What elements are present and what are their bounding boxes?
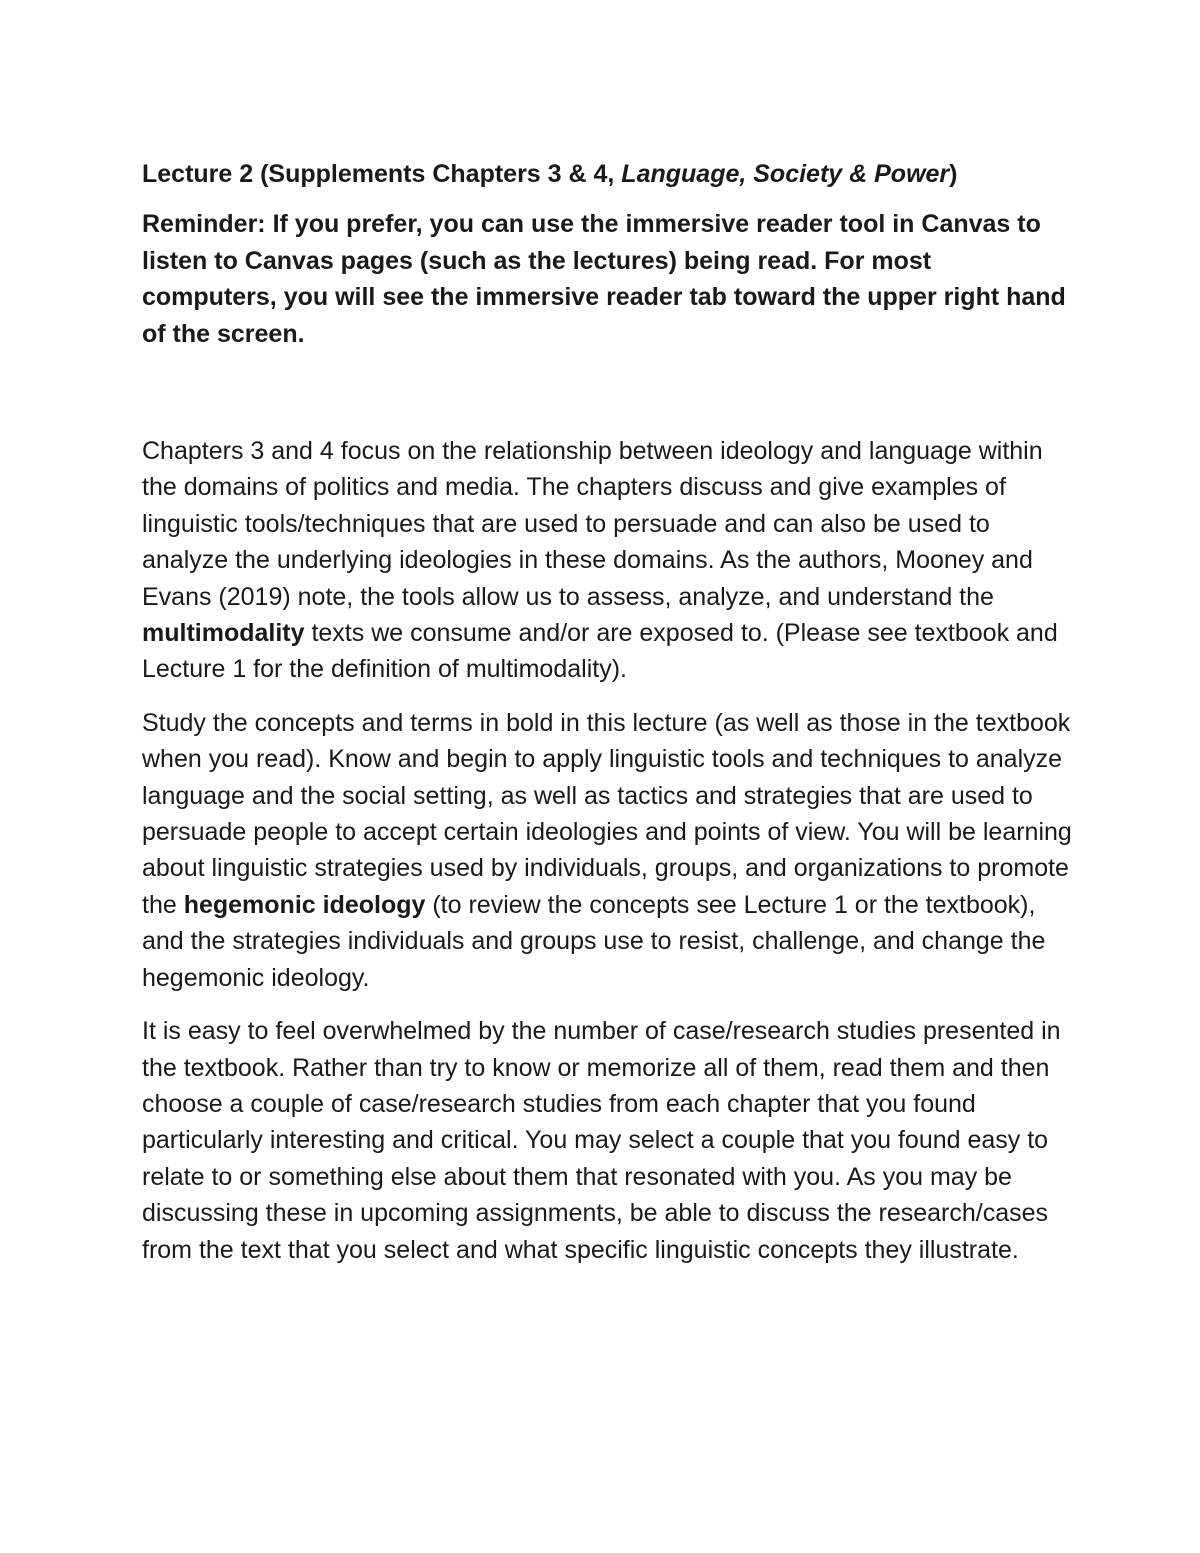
reminder-note: Reminder: If you prefer, you can use the immersive reader tool in Canvas to listen to Canvas pages (such as the lectures) being read. For most computers, you will see the immersive reader tab toward the upper right hand of the screen.: [142, 210, 1066, 348]
lecture-title-prefix: Lecture 2 (Supplements Chapters 3 & 4,: [142, 160, 622, 188]
paragraph-text: (to review the concepts see Lecture 1 or the textbook), and the strategies individuals and groups use to resist, challenge, and change the hegemonic ideology.: [142, 890, 1046, 992]
paragraph-case-studies: It is easy to feel overwhelmed by the number of case/research studies presented in the textbook. Rather than try to know or memorize all of them, read them and then choose a couple of case/research studies from each chapter that you found particularly interesting and critical. You may select a couple that you found easy to relate to or something else about them that resonated with you. As you may be discussing these in upcoming assignments, be able to discuss the research/cases from the text that you select and what specific linguistic concepts they illustrate.: [142, 1017, 1061, 1264]
paragraph-text: Chapters 3 and 4 focus on the relationship between ideology and language within the domains of politics and media. The chapters discuss and give examples of linguistic tools/techniques that are used to persuade and can also be used to analyze the underlying ideologies in these domains. As the authors, Mooney and Evans (2019) note, the tools allow us to assess, analyze, and understand the: [142, 437, 1043, 611]
bold-term-multimodality: multimodality: [142, 619, 305, 648]
bold-term-hegemonic-ideology: hegemonic ideology: [183, 890, 426, 919]
paragraph-ideology-language: [142, 433, 1072, 688]
lecture-title-suffix: ): [949, 160, 958, 188]
paragraph-study-concepts: [142, 705, 1072, 996]
document-content: [142, 156, 1072, 1268]
paragraph-text: texts we consume and/or are exposed to. (Please see textbook and Lecture 1 for the definition of multimodality).: [142, 619, 1058, 684]
paragraph-text: Study the concepts and terms in bold in this lecture (as well as those in the textbook when you read). Know and begin to apply linguistic tools and techniques to analyze language and the social setting, as well as tactics and strategies that are used to persuade people to accept certain ideologies and points of view. You will be learning about linguistic strategies used by individuals, groups, and organizations to promote the: [142, 708, 1072, 919]
lecture-title: [142, 156, 1072, 192]
book-title: Language, Society & Power: [621, 160, 950, 188]
